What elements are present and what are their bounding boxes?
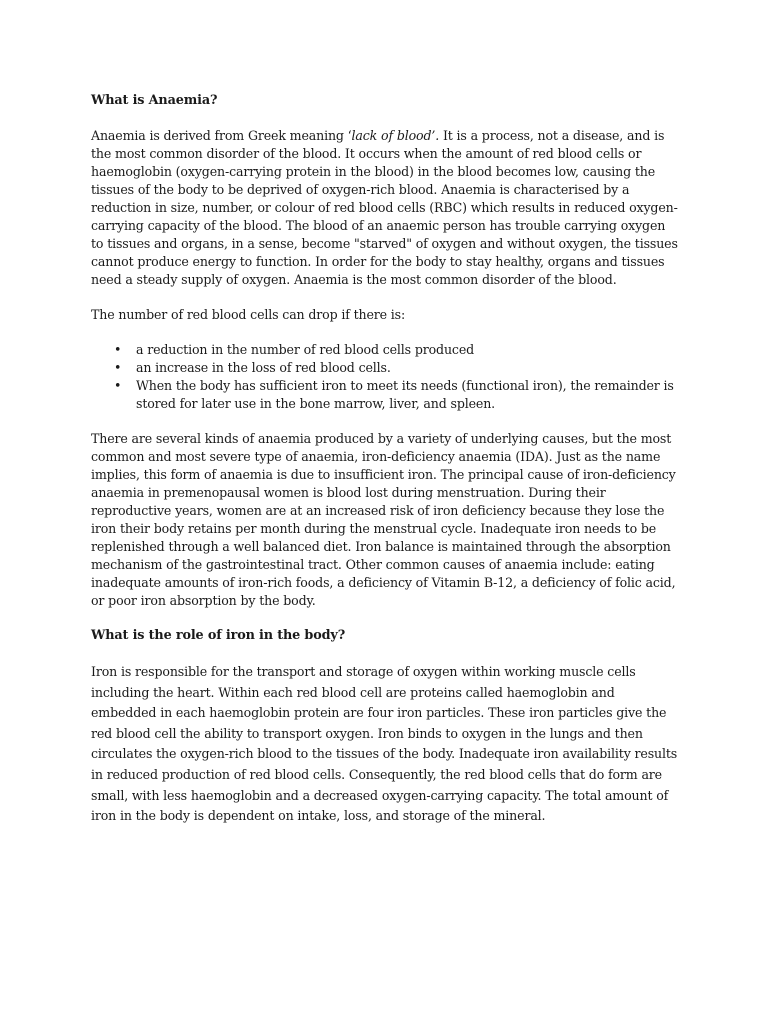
- document-page: [91, 92, 681, 827]
- list-item: [91, 341, 681, 359]
- definition-text-start: Anaemia is derived from Greek meaning ‘: [91, 128, 352, 143]
- paragraph-definition: [91, 127, 681, 289]
- paragraph-iron-role: Iron is responsible for the transport and storage of oxygen within working muscle cells including the heart. Within each red blood cell are proteins called haemoglobin and embedded in each haemoglobin protein are four iron particles. These iron particles give the red blood cell the ability to transport oxygen. Iron binds to oxygen in the lungs and then circulates the oxygen-rich blood to the tissues of the body. Inadequate iron availability results in reduced production of red blood cells. Consequently, the red blood cells that do form are small, with less haemoglobin and a decreased oxygen-carrying capacity. The total amount of iron in the body is dependent on intake, loss, and storage of the mineral.: [91, 664, 678, 824]
- list-item-text: an increase in the loss of red blood cells.: [136, 360, 391, 375]
- heading-what-is-anaemia: What is Anaemia?: [91, 93, 218, 108]
- definition-emphasis: lack of blood’.: [351, 128, 440, 143]
- definition-text-rest: It is a process, not a disease, and is the most common disorder of the blood. It occurs when the amount of red blood cells or haemoglobin (oxygen-carrying protein in the blood) in the blood becomes low, causing the tissues of the body to be deprived of oxygen-rich blood. Anaemia is characterised by a reduction in size, number, or colour of red blood cells (RBC) which results in reduced oxygen-carrying capacity of the blood. The blood of an anaemic person has trouble carrying oxygen to tissues and organs, in a sense, become "starved" of oxygen and without oxygen, the tissues cannot produce energy to function. In order for the body to stay healthy, organs and tissues need a steady supply of oxygen. Anaemia is the most common disorder of the blood.: [91, 128, 678, 287]
- paragraph-kinds-of-anaemia: There are several kinds of anaemia produced by a variety of underlying causes, but the most common and most severe type of anaemia, iron-deficiency anaemia (IDA). Just as the name implies, this form of anaemia is due to insufficient iron. The principal cause of iron-deficiency anaemia in premenopausal women is blood lost during menstruation. During their reproductive years, women are at an increased risk of iron deficiency because they lose the iron their body retains per month during the menstrual cycle. Inadequate iron needs to be replenished through a well balanced diet. Iron balance is maintained through the absorption mechanism of the gastrointestinal tract. Other common causes of anaemia include: eating inadequate amounts of iron-rich foods, a deficiency of Vitamin B-12, a deficiency of folic acid, or poor iron absorption by the body.: [91, 431, 676, 608]
- list-item-text: a reduction in the number of red blood cells produced: [136, 342, 475, 357]
- list-item: [91, 377, 681, 413]
- heading-role-of-iron: What is the role of iron in the body?: [91, 628, 346, 643]
- bullet-icon: •: [114, 342, 122, 357]
- causes-list: [91, 341, 681, 413]
- list-item-text: When the body has sufficient iron to meet its needs (functional iron), the remainder is stored for later use in the bone marrow, liver, and spleen.: [136, 378, 674, 411]
- bullet-icon: •: [114, 360, 122, 375]
- paragraph-rbc-drop: The number of red blood cells can drop if there is:: [91, 307, 406, 322]
- list-item: [91, 359, 681, 377]
- bullet-icon: •: [114, 378, 122, 393]
